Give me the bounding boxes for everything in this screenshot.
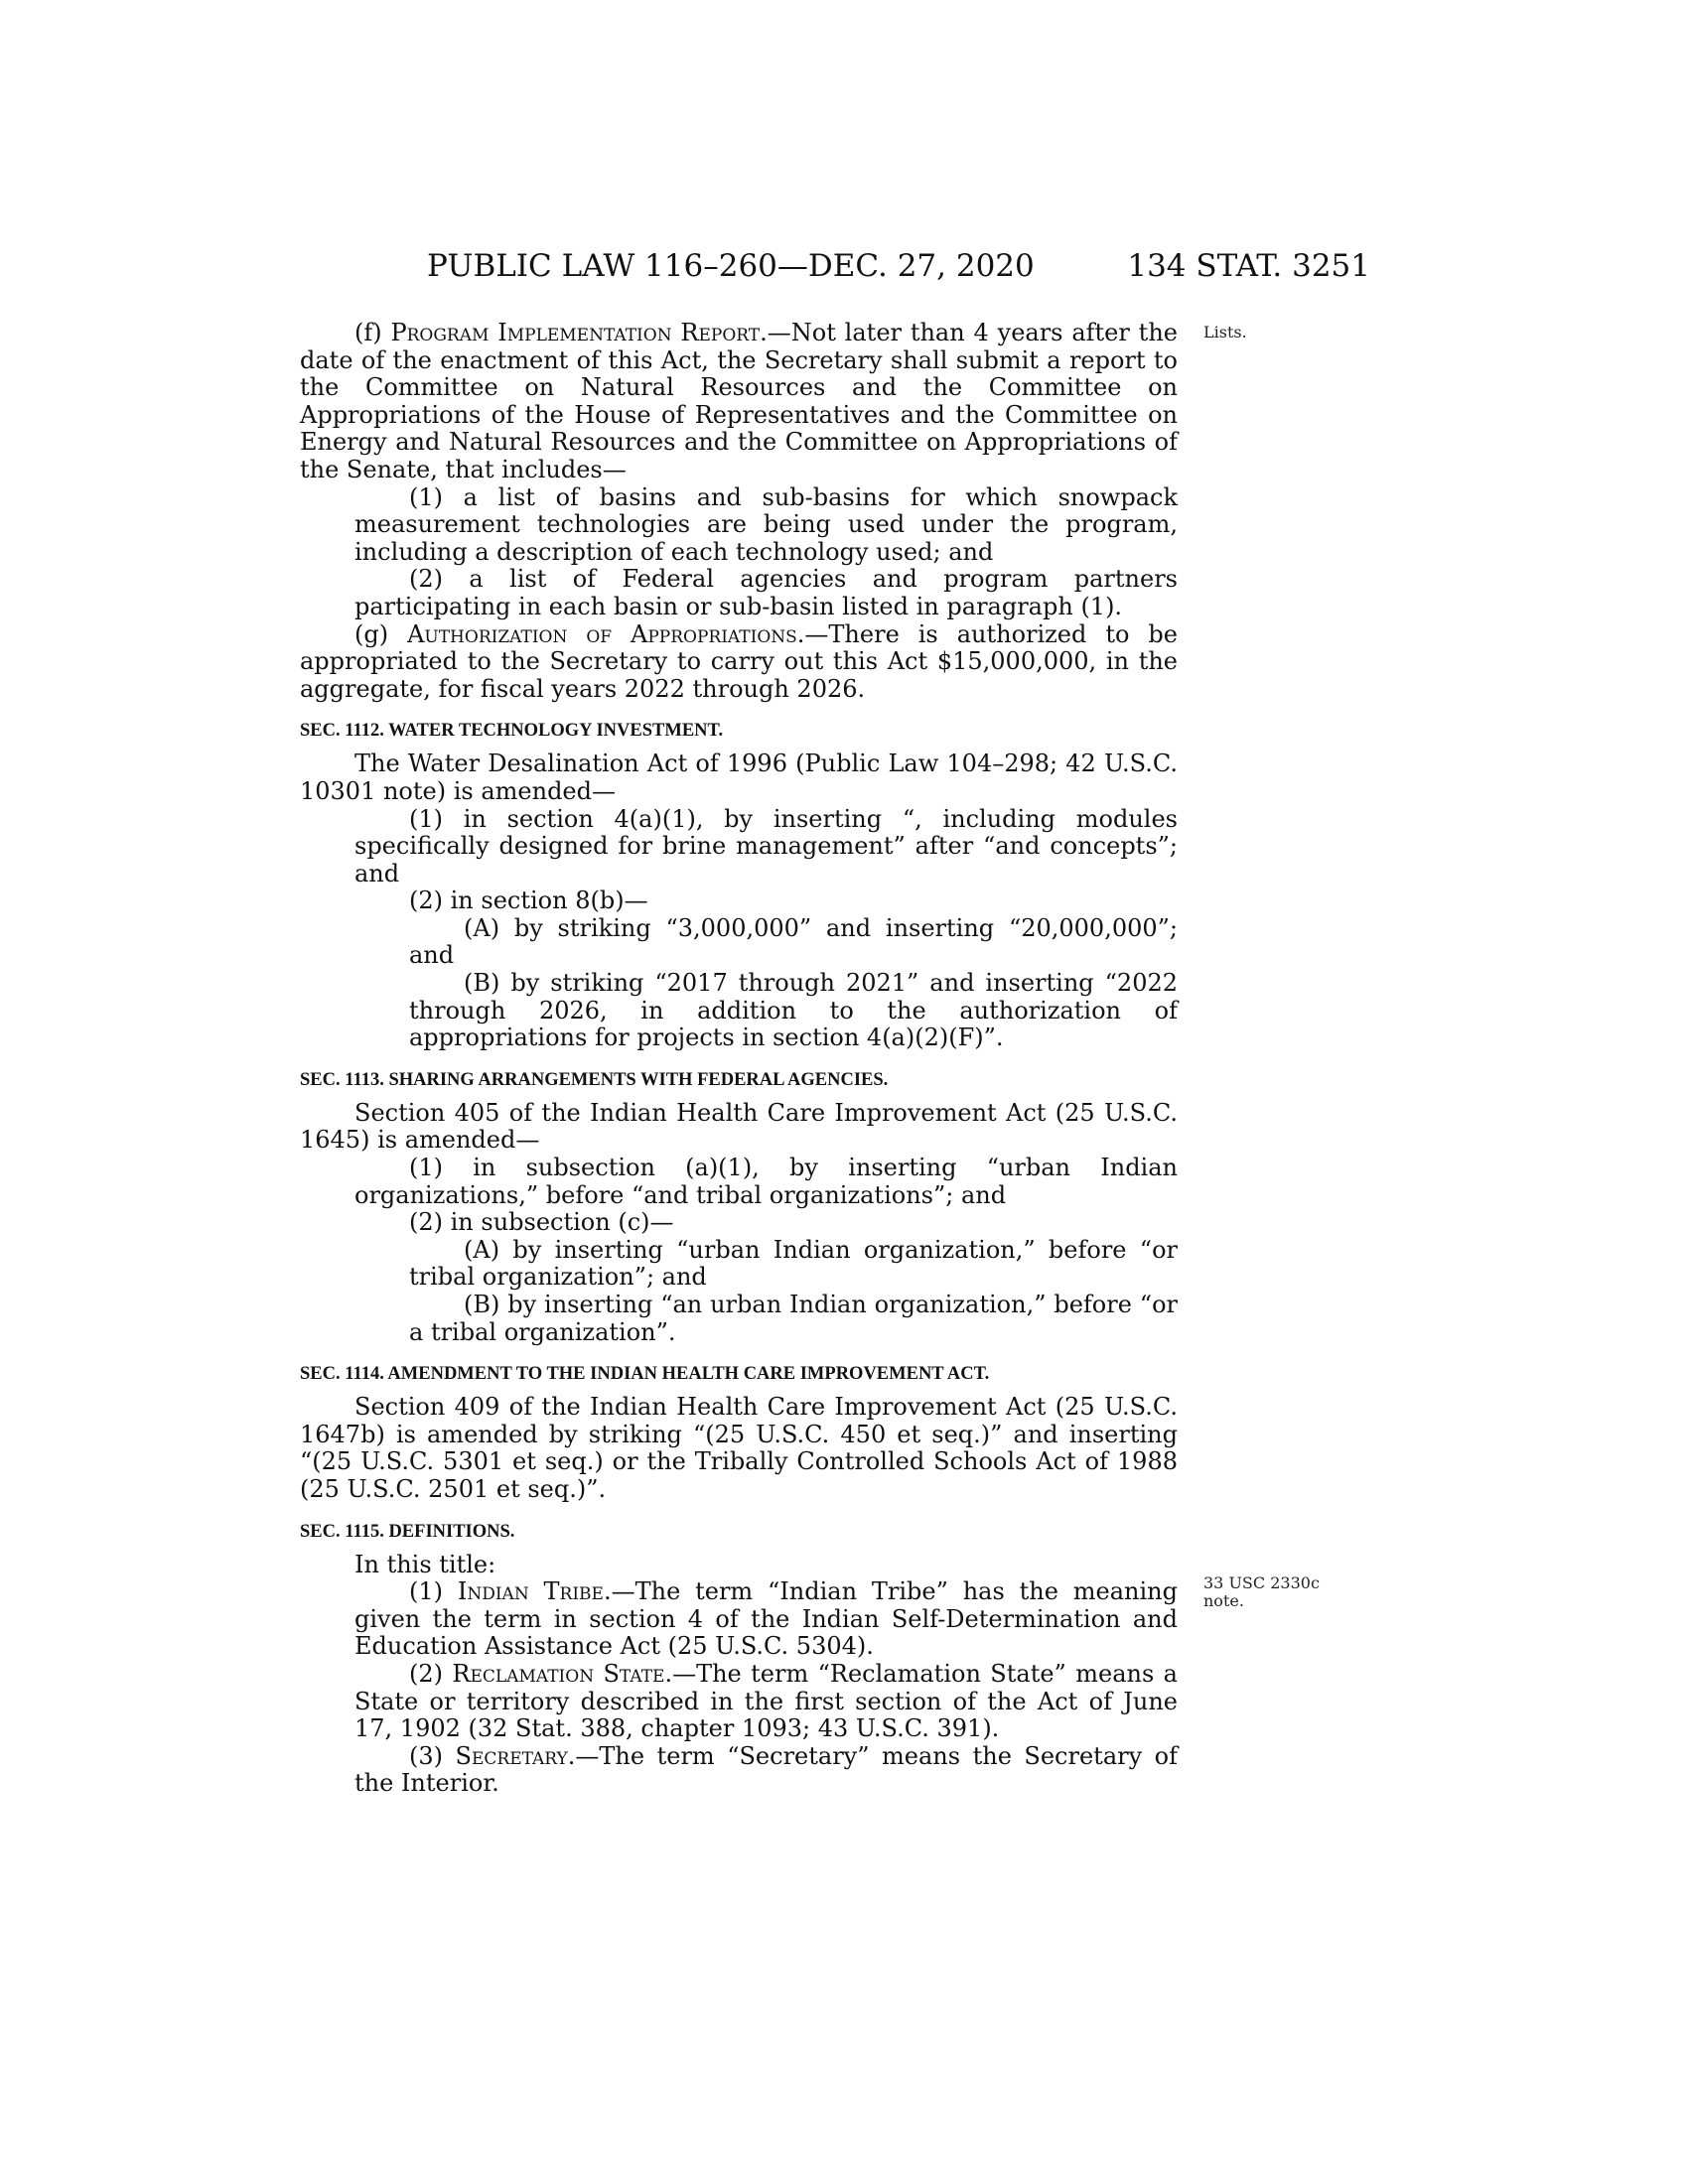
- margin-note-usc-citation: [1203, 1574, 1342, 1610]
- definition-reclamation-state: (2) Reclamation State.—The term “Reclamation State” means a State or territory described in the first section of the Act of June 17, 1902 (32 Stat. 388, chapter 1093; 43 U.S.C. 391).: [354, 1659, 1178, 1743]
- running-header: [298, 248, 1370, 292]
- section-1113-intro: Section 405 of the Indian Health Care Improvement Act (25 U.S.C. 1645) is amended—: [300, 1098, 1178, 1155]
- margin-note-usc-line1: 33 USC 2330c: [1203, 1573, 1320, 1592]
- subsection-f: (f) Program Implementation Report.—Not later than 4 years after the date of the enactment of this Act, the Secretary shall submit a report to the Committee on Natural Resources and the Committee on Appropriations of the House of Representatives and the Committee on Energy and Natural Resources and the Committee on Appropriations of the Senate, that includes—: [300, 319, 1178, 483]
- section-1112-heading: SEC. 1112. WATER TECHNOLOGY INVESTMENT.: [300, 721, 724, 742]
- definition-indian-tribe-term: Indian Tribe: [457, 1577, 604, 1606]
- definition-secretary-term: Secretary: [455, 1741, 568, 1770]
- margin-note-usc-line2: note.: [1203, 1591, 1244, 1610]
- section-1112-subparagraph-b: (B) by striking “2017 through 2021” and inserting “2022 through 2026, in addition to the authorization of appropriations for projects in section 4(a)(2)(F)”.: [409, 969, 1178, 1052]
- section-1112-paragraph-2: (2) in section 8(b)—: [409, 887, 648, 915]
- section-1112-subparagraph-a: (A) by striking “3,000,000” and inserting “20,000,000”; and: [409, 913, 1178, 970]
- section-1113-subparagraph-b: (B) by inserting “an urban Indian organization,” before “or a tribal organization”.: [409, 1291, 1178, 1346]
- section-1113-paragraph-2: (2) in subsection (c)—: [409, 1208, 674, 1237]
- section-1113-paragraph-1: (1) in subsection (a)(1), by inserting “urban Indian organizations,” before “and tribal organizations”; and: [354, 1154, 1178, 1209]
- subsection-f-heading: Program Implementation Report: [390, 319, 761, 346]
- subsection-g: (g) Authorization of Appropriations.—There is authorized to be appropriated to the Secretary to carry out this Act $15,000,000, in the aggregate, for fiscal years 2022 through 2026.: [300, 619, 1178, 703]
- margin-note-lists: Lists.: [1203, 323, 1247, 341]
- subsection-f-paragraph-1: (1) a list of basins and sub-basins for which snowpack measurement technologies are being used under the program, including a description of each technology used; and: [354, 482, 1178, 566]
- section-1115-heading: SEC. 1115. DEFINITIONS.: [300, 1521, 515, 1542]
- definition-secretary: (3) Secretary.—The term “Secretary” means the Secretary of the Interior.: [354, 1741, 1179, 1798]
- definition-reclamation-state-term: Reclamation State: [452, 1659, 665, 1688]
- section-1114-heading: SEC. 1114. AMENDMENT TO THE INDIAN HEALTH CARE IMPROVEMENT ACT.: [300, 1364, 990, 1385]
- section-1114-text: Section 409 of the Indian Health Care Improvement Act (25 U.S.C. 1647b) is amended by striking “(25 U.S.C. 450 et seq.)” and inserting “(25 U.S.C. 5301 et seq.) or the Tribally Controlled Schools Act of 1988 (25 U.S.C. 2501 et seq.)”.: [300, 1393, 1178, 1503]
- definition-indian-tribe: (1) Indian Tribe.—The term “Indian Tribe” has the meaning given the term in section 4 of the Indian Self-Determination and Education Assistance Act (25 U.S.C. 5304).: [354, 1577, 1178, 1661]
- stat-page-number: 134 STAT. 3251: [1127, 248, 1370, 284]
- section-1112-intro: The Water Desalination Act of 1996 (Public Law 104–298; 42 U.S.C. 10301 note) is amended—: [300, 750, 1178, 805]
- section-1113-heading: SEC. 1113. SHARING ARRANGEMENTS WITH FEDERAL AGENCIES.: [300, 1069, 889, 1090]
- subsection-g-heading: Authorization of Appropriations: [407, 619, 797, 648]
- law-title: PUBLIC LAW 116–260—DEC. 27, 2020: [427, 248, 1035, 284]
- subsection-f-paragraph-2: (2) a list of Federal agencies and program partners participating in each basin or sub-basin listed in paragraph (1).: [354, 565, 1178, 620]
- section-1112-paragraph-1: (1) in section 4(a)(1), by inserting “, including modules specifically designed for brine management” after “and concepts”; and: [354, 804, 1178, 887]
- section-1113-subparagraph-a: (A) by inserting “urban Indian organization,” before “or tribal organization”; and: [409, 1235, 1178, 1292]
- section-1115-intro: In this title:: [354, 1550, 496, 1578]
- document-body: [300, 320, 1178, 1798]
